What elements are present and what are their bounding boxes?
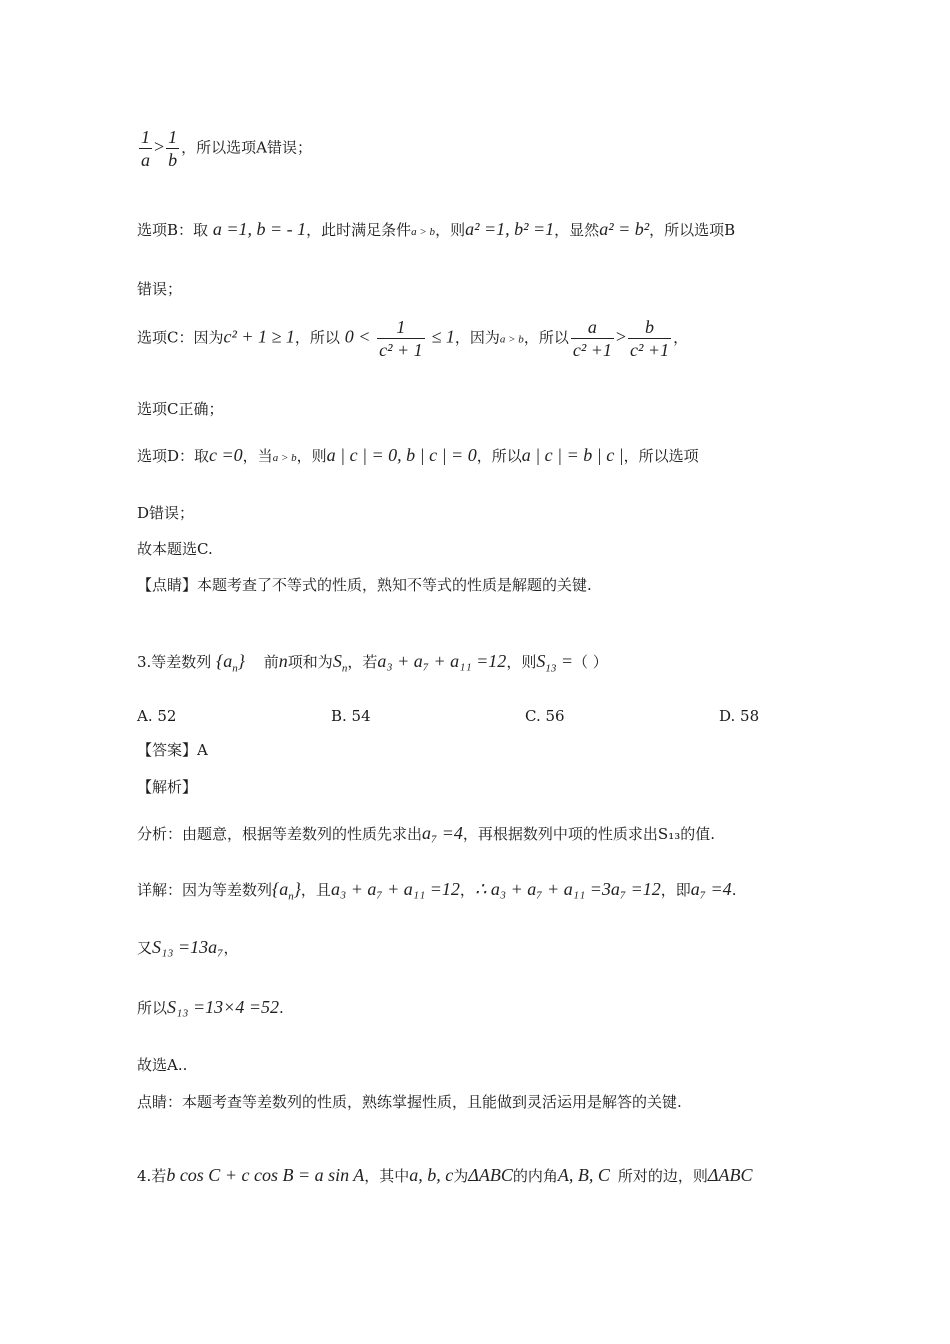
- math-a7-eq-4-2: a₇ =4: [690, 879, 732, 899]
- answer-line: 【答案】A: [137, 741, 208, 759]
- line-2-text-b: ，此时满足条件: [306, 221, 412, 239]
- math-triangle-abc-2: ΔABC: [707, 1165, 753, 1185]
- math-squares: a² =1, b² =1: [465, 219, 555, 239]
- line-5: 选项C正确；: [137, 400, 224, 418]
- math-a-gt-b-2: a > b: [499, 333, 524, 346]
- xj-text-c: ，: [459, 881, 475, 899]
- math-c-zero: c =0: [209, 445, 243, 465]
- line-9: 【点睛】本题考查了不等式的性质，熟知不等式的性质是解题的关键.: [137, 576, 592, 594]
- fx-text-b: ，再根据数列中项的性质求出S₁₃的值.: [462, 825, 715, 843]
- fx-text-a: 分析：由题意，根据等差数列的性质先求出: [137, 825, 423, 843]
- suoyi-text-a: 所以: [137, 999, 168, 1017]
- line-6-text-c: ，则: [296, 447, 327, 465]
- line-6-text-d: ，所以: [476, 447, 522, 465]
- q3-text-b: 前: [263, 653, 279, 671]
- line-2-text-d: ，显然: [554, 221, 600, 239]
- math-s13-13a7: S₁₃ =13a₇: [152, 937, 224, 957]
- math-zero-lt: 0 <: [344, 326, 371, 347]
- math-a7-eq-4: a₇ =4: [422, 823, 463, 843]
- math-sequence-an-2: $\{a_n\}$: [272, 879, 301, 903]
- math-a-gt-b: a > b: [411, 226, 436, 238]
- math-q4-equation: b cos C + c cos B = a sin A: [166, 1165, 365, 1185]
- you-text-a: 又: [137, 939, 153, 957]
- fraction-1-over-c2-plus-1: $\frac{1}{\text{c² + 1}}$: [379, 317, 423, 360]
- gt-sign-2: >: [615, 326, 627, 347]
- q3-text-d: ，若: [347, 653, 378, 671]
- math-abs-equal: a | c | = b | c |: [521, 445, 624, 465]
- remark-line: 点睛：本题考查等差数列的性质，熟练掌握性质，且能做到灵活运用是解答的关键.: [137, 1093, 682, 1111]
- option-d-label: 选项D：取: [137, 447, 210, 465]
- suoyi-line: [137, 998, 284, 1016]
- q4-text-c: 为: [453, 1167, 469, 1185]
- line-6-text-b: ，当: [242, 447, 273, 465]
- xj-text-e: .: [731, 881, 737, 899]
- you-line: [137, 938, 238, 956]
- math-le-1: ≤ 1: [431, 326, 455, 347]
- detail-line: [137, 880, 736, 903]
- math-abs-zero: a | c | = 0, b | c | = 0: [326, 445, 477, 465]
- question-4: [137, 1166, 752, 1184]
- math-sn: $S_n$: [332, 651, 348, 675]
- suoyi-text-b: .: [278, 999, 284, 1017]
- math-squares-equal: a² = b²: [599, 219, 650, 239]
- line-7: D错误；: [137, 504, 195, 522]
- line-2-text-e: ，所以选项B: [649, 221, 736, 239]
- line-3: 错误；: [137, 280, 183, 298]
- line-2-text-c: ，则: [435, 221, 466, 239]
- q4-text-e: 所对的边，则: [617, 1167, 708, 1185]
- math-s13: $S_{13}$ =: [536, 651, 573, 675]
- q3-text-f: （ ）: [572, 653, 608, 671]
- line-6-text-e: ，所以选项: [623, 447, 699, 465]
- q4-text-b: ，其中: [364, 1167, 410, 1185]
- line-4-text-b: ，所以: [294, 328, 340, 347]
- line-6: [137, 446, 699, 464]
- xj-text-b: ，且: [300, 881, 331, 899]
- math-triangle-abc: ΔABC: [468, 1165, 513, 1185]
- math-abc-upper: A, B, C: [557, 1165, 610, 1185]
- option-a: A. 52: [137, 707, 177, 725]
- fraction-1-over-b: $\frac{1}{b}$: [168, 127, 178, 170]
- option-c-label: 选项C：因为: [137, 328, 224, 347]
- line-1: [137, 128, 312, 169]
- line-1-text: ，所以选项A错误；: [181, 138, 312, 157]
- math-sequence-an: $\{a_n\}$: [216, 651, 245, 675]
- option-c: C. 56: [525, 707, 565, 725]
- q3-text-c: 项和为: [287, 653, 333, 671]
- math-sum-12: a₃ + a₇ + a₁₁ =12: [330, 879, 460, 899]
- line-2: [137, 220, 735, 238]
- line-8: 故本题选C.: [137, 540, 213, 558]
- conclusion-line: 故选A..: [137, 1056, 188, 1074]
- fraction-b-over-c2: $\frac{b}{\text{c² +1}}$: [630, 317, 670, 360]
- line-4-text-c: ，因为: [454, 328, 500, 347]
- math-a-b-values: a =1, b = - 1: [212, 219, 307, 239]
- q3-text-e: ，则: [506, 653, 537, 671]
- xj-text-d: ，即: [660, 881, 691, 899]
- math-s13-52: S₁₃ =13×4 =52: [167, 997, 279, 1017]
- line-4: [137, 318, 688, 359]
- analysis-line: [137, 824, 715, 842]
- math-a-gt-b-3: a > b: [272, 452, 297, 464]
- option-d: D. 58: [719, 707, 760, 725]
- fraction-a-over-c2: $\frac{a}{\text{c² +1}}$: [572, 317, 612, 360]
- gt-sign: >: [154, 136, 165, 157]
- line-4-text-d: ，所以: [523, 328, 569, 347]
- math-abc-lower: a, b, c: [409, 1165, 454, 1185]
- math-therefore: ∴ a₃ + a₇ + a₁₁ =3a₇ =12: [474, 879, 661, 899]
- q3-text-a: 3.等差数列: [137, 653, 212, 671]
- question-3: [137, 652, 608, 675]
- math-n: n: [278, 651, 288, 671]
- math-q3-condition: a₃ + a₇ + a₁₁ =12: [377, 651, 507, 671]
- xj-text-a: 详解：因为等差数列: [137, 881, 273, 899]
- you-text-b: ，: [223, 939, 239, 957]
- analysis-heading: 【解析】: [137, 778, 198, 796]
- q4-text-d: 的内角: [512, 1167, 558, 1185]
- fraction-1-over-a: $\frac{1}{a}$: [141, 127, 150, 170]
- q4-text-a: 4.若: [137, 1167, 167, 1185]
- option-b: B. 54: [331, 707, 371, 725]
- line-4-text-e: ，: [673, 328, 689, 347]
- math-c2-plus-1: c² + 1 ≥ 1: [223, 326, 295, 347]
- option-b-label: 选项B：取: [137, 221, 209, 239]
